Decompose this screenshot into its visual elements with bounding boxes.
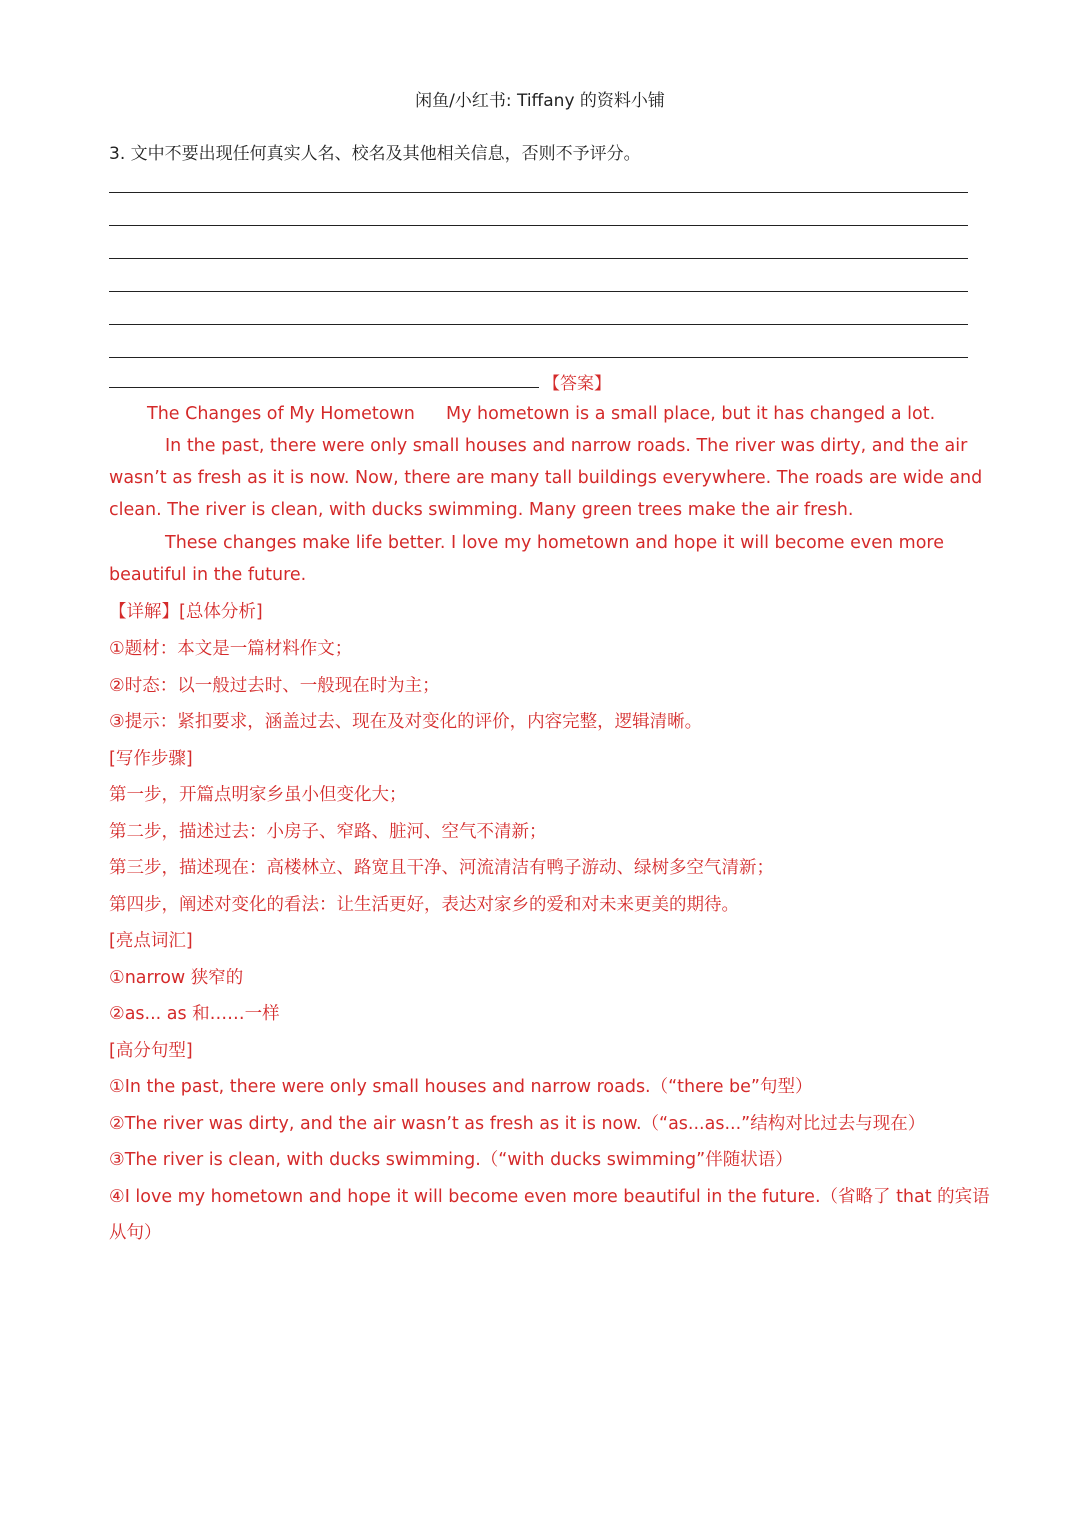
- vocab-heading: [亮点词汇]: [109, 931, 193, 951]
- writing-line: [109, 225, 968, 226]
- essay-title: The Changes of My Hometown: [147, 404, 415, 424]
- step-item: 第二步，描述过去：小房子、窄路、脏河、空气不清新；: [109, 822, 547, 842]
- analysis-item: ②时态：以一般过去时、一般现在时为主；: [109, 676, 440, 696]
- analysis-item: ③提示：紧扣要求，涵盖过去、现在及对变化的评价，内容完整，逻辑清晰。: [109, 712, 703, 732]
- writing-line: [109, 357, 968, 358]
- answer-writing-line: [109, 387, 539, 388]
- answer-label: 【答案】: [543, 374, 611, 394]
- essay-line-1: My hometown is a small place, but it has changed a lot.: [446, 404, 936, 424]
- step-item: 第三步，描述现在：高楼林立、路宽且干净、河流清洁有鸭子游动、绿树多空气清新；: [109, 858, 774, 878]
- sentence-item: ①In the past, there were only small houses and narrow roads.（“there be”句型）: [109, 1077, 813, 1097]
- sentence-item: 从句）: [109, 1223, 162, 1243]
- page-header: 闲鱼/小红书: Tiffany 的资料小铺: [415, 91, 665, 111]
- vocab-item: ①narrow 狭窄的: [109, 968, 244, 988]
- instruction-item-3: 3. 文中不要出现任何真实人名、校名及其他相关信息，否则不予评分。: [109, 144, 641, 164]
- sentence-item: ②The river was dirty, and the air wasn’t as fresh as it is now.（“as...as...”结构对比过去与现在）: [109, 1114, 926, 1134]
- analysis-heading: 【详解】[总体分析]: [109, 602, 263, 622]
- step-item: 第四步，阐述对变化的看法：让生活更好，表达对家乡的爱和对未来更美的期待。: [109, 895, 739, 915]
- essay-line-6: beautiful in the future.: [109, 565, 307, 585]
- sentence-item: ④I love my hometown and hope it will become even more beautiful in the future.（省略了 that 的宾语: [109, 1187, 990, 1207]
- analysis-item: ①题材：本文是一篇材料作文；: [109, 639, 353, 659]
- step-item: 第一步，开篇点明家乡虽小但变化大；: [109, 785, 407, 805]
- writing-line: [109, 258, 968, 259]
- writing-line: [109, 291, 968, 292]
- sentence-item: ③The river is clean, with ducks swimming.（“with ducks swimming”伴随状语）: [109, 1150, 793, 1170]
- writing-line: [109, 324, 968, 325]
- essay-line-4: clean. The river is clean, with ducks swimming. Many green trees make the air fresh.: [109, 500, 854, 520]
- steps-heading: [写作步骤]: [109, 749, 193, 769]
- essay-line-3: wasn’t as fresh as it is now. Now, there are many tall buildings everywhere. The roads are wide and: [109, 468, 983, 488]
- vocab-item: ②as... as 和……一样: [109, 1004, 280, 1024]
- sentences-heading: [高分句型]: [109, 1041, 193, 1061]
- essay-line-2: In the past, there were only small houses and narrow roads. The river was dirty, and the air: [165, 436, 968, 456]
- essay-line-5: These changes make life better. I love my hometown and hope it will become even more: [165, 533, 944, 553]
- writing-line: [109, 192, 968, 193]
